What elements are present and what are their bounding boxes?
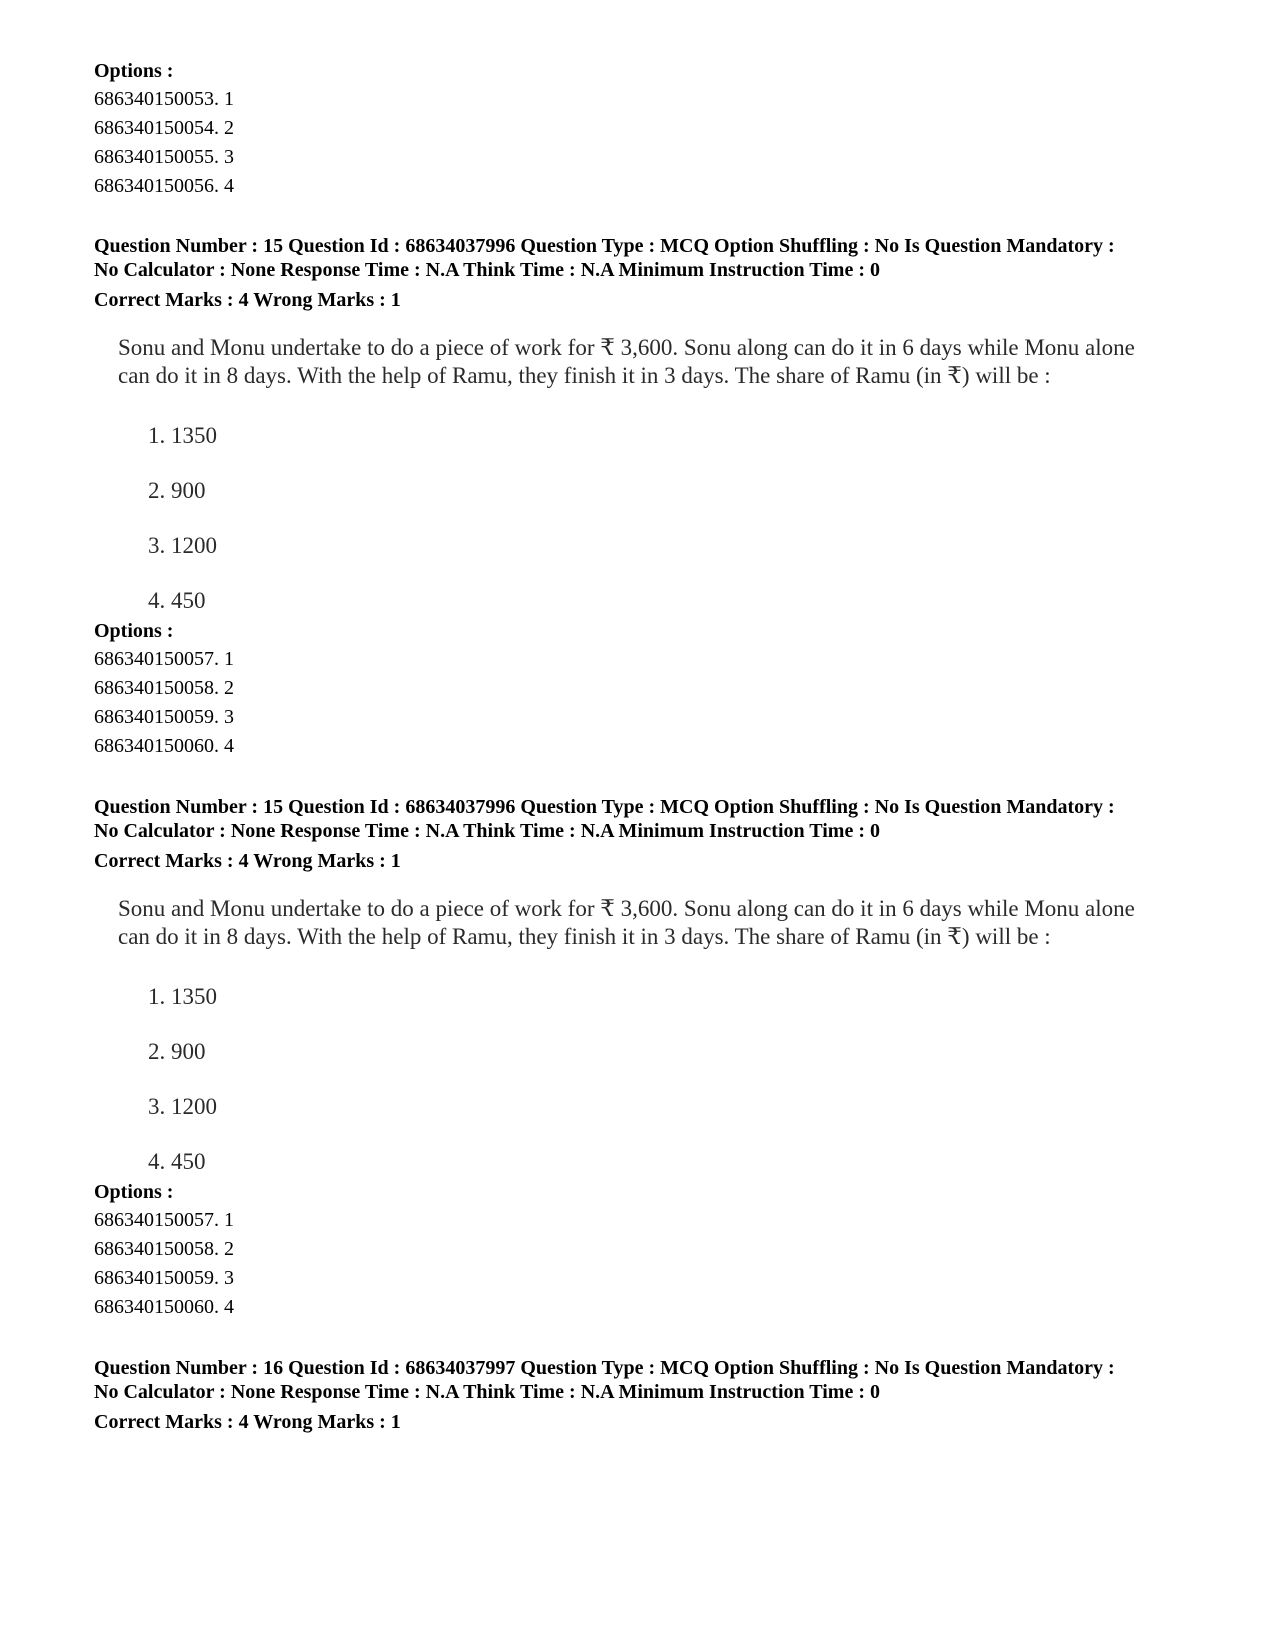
question-header-line: Question Number : 15 Question Id : 68634037996 Question Type : MCQ Option Shuffling : No Is Question Mandatory : <box>94 796 1115 818</box>
option-line: 686340150060. 4 <box>94 735 234 757</box>
question-header <box>94 1356 1204 1436</box>
choice-item: 4. 450 <box>148 1149 206 1174</box>
choice-item: 1. 1350 <box>148 423 217 448</box>
choice-item: 2. 900 <box>148 478 206 503</box>
choice-item: 1. 1350 <box>148 984 217 1009</box>
question-header-line: Question Number : 15 Question Id : 68634037996 Question Type : MCQ Option Shuffling : No Is Question Mandatory : <box>94 235 1115 257</box>
question-header-line: No Calculator : None Response Time : N.A Think Time : N.A Minimum Instruction Time : 0 <box>94 1381 880 1403</box>
top-options-block <box>94 57 1204 201</box>
option-line: 686340150060. 4 <box>94 1296 234 1318</box>
options-block <box>94 617 1204 761</box>
option-line: 686340150057. 1 <box>94 1209 234 1231</box>
option-line: 686340150056. 4 <box>94 175 234 197</box>
options-label: Options : <box>94 60 174 82</box>
options-block <box>94 1178 1204 1322</box>
option-line: 686340150055. 3 <box>94 146 234 168</box>
option-line: 686340150053. 1 <box>94 88 234 110</box>
question-marks: Correct Marks : 4 Wrong Marks : 1 <box>94 289 401 311</box>
option-line: 686340150059. 3 <box>94 1267 234 1289</box>
question-header <box>94 795 1204 875</box>
question-text-line: can do it in 8 days. With the help of Ramu, they finish it in 3 days. The share of Ramu (in ₹) will be : <box>118 924 1051 949</box>
choice-item: 3. 1200 <box>148 1094 217 1119</box>
choice-item: 4. 450 <box>148 588 206 613</box>
choice-list <box>118 408 1198 628</box>
option-line: 686340150058. 2 <box>94 1238 234 1260</box>
question-text-line: can do it in 8 days. With the help of Ramu, they finish it in 3 days. The share of Ramu (in ₹) will be : <box>118 363 1051 388</box>
question-header-line: Question Number : 16 Question Id : 68634037997 Question Type : MCQ Option Shuffling : No Is Question Mandatory : <box>94 1357 1115 1379</box>
choice-item: 3. 1200 <box>148 533 217 558</box>
question-header <box>94 234 1204 314</box>
question-body <box>118 895 1198 1189</box>
options-label: Options : <box>94 620 174 642</box>
question-marks: Correct Marks : 4 Wrong Marks : 1 <box>94 1411 401 1433</box>
option-line: 686340150057. 1 <box>94 648 234 670</box>
options-label: Options : <box>94 1181 174 1203</box>
question-text-line: Sonu and Monu undertake to do a piece of work for ₹ 3,600. Sonu along can do it in 6 days while Monu alone <box>118 896 1135 921</box>
choice-item: 2. 900 <box>148 1039 206 1064</box>
question-text-line: Sonu and Monu undertake to do a piece of work for ₹ 3,600. Sonu along can do it in 6 days while Monu alone <box>118 335 1135 360</box>
option-line: 686340150059. 3 <box>94 706 234 728</box>
question-body <box>118 334 1198 628</box>
option-line: 686340150054. 2 <box>94 117 234 139</box>
choice-list <box>118 969 1198 1189</box>
option-line: 686340150058. 2 <box>94 677 234 699</box>
question-header-line: No Calculator : None Response Time : N.A Think Time : N.A Minimum Instruction Time : 0 <box>94 820 880 842</box>
question-header-line: No Calculator : None Response Time : N.A Think Time : N.A Minimum Instruction Time : 0 <box>94 259 880 281</box>
question-marks: Correct Marks : 4 Wrong Marks : 1 <box>94 850 401 872</box>
